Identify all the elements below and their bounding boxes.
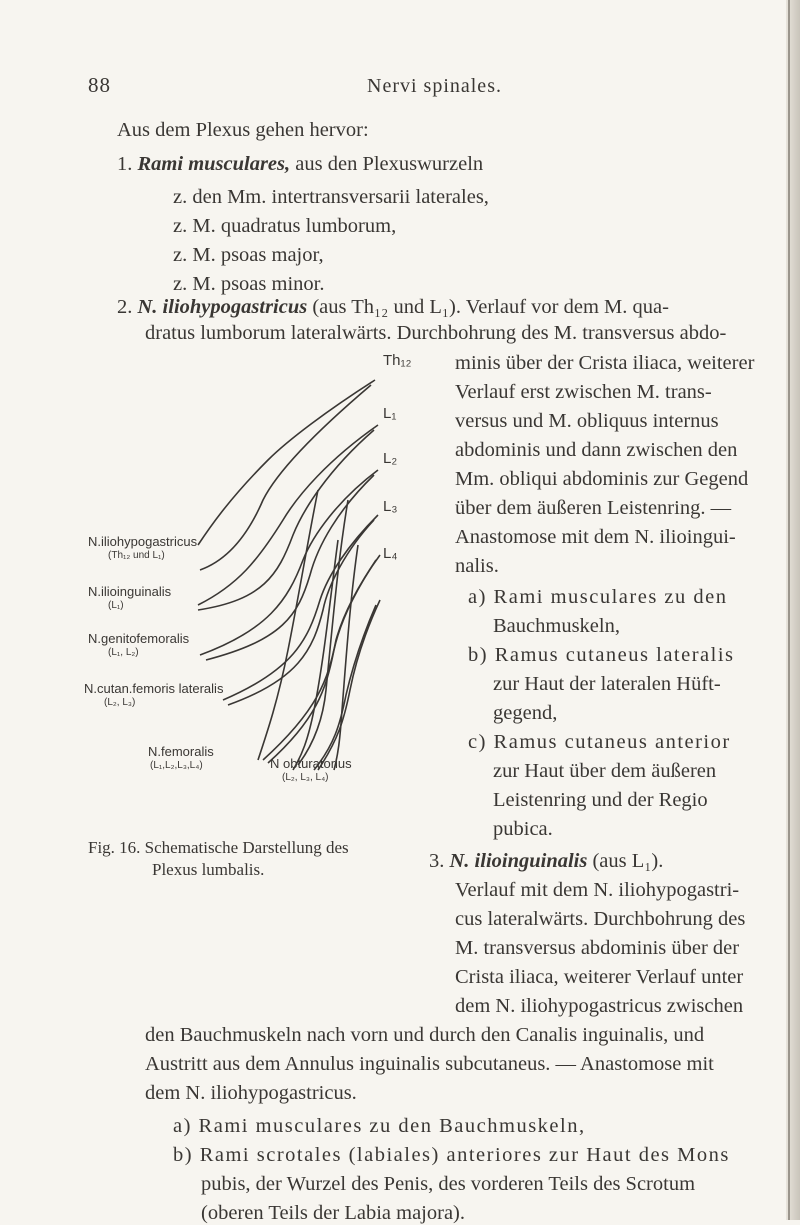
- running-title: Nervi spinales.: [367, 75, 502, 97]
- item-number: 1.: [117, 153, 133, 175]
- nerve-line: [258, 490, 318, 760]
- text-line: pubis, der Wurzel des Penis, des vorderen Teils des Scrotum: [201, 1173, 696, 1195]
- page-number: 88: [88, 73, 111, 97]
- figure-caption: Fig. 16. Schematische Darstellung des: [88, 838, 349, 857]
- text-line: Bauchmuskeln,: [493, 615, 620, 637]
- item-heading: N. ilioinguinalis: [449, 850, 588, 872]
- item-heading: Rami musculares,: [137, 153, 291, 175]
- item-number: 2.: [117, 296, 133, 318]
- text-line: cus lateralwärts. Durchbohrung des: [455, 908, 746, 930]
- item-text: (aus Th₁₂ und L₁). Verlauf vor dem M. qua-: [312, 296, 669, 318]
- sub-item-c: c) Ramus cutaneus anterior: [468, 731, 731, 753]
- intro-line: Aus dem Plexus gehen hervor:: [117, 119, 369, 141]
- nerve-label: N.genitofemoralis (L₁, L₂): [88, 631, 190, 658]
- text-line: minis über der Crista iliaca, weiterer: [455, 352, 755, 374]
- item-1-line: [117, 152, 483, 176]
- nerve-line: [200, 470, 378, 655]
- text-line: den Bauchmuskeln nach vorn und durch den Canalis inguinalis, und: [145, 1024, 705, 1046]
- root-label: L₃: [383, 498, 398, 515]
- root-label: L₂: [383, 450, 398, 467]
- nerve-label: N.ilioinguinalis (L₁): [88, 584, 172, 611]
- nerve-line: [198, 430, 374, 610]
- list-line: z. M. psoas major,: [173, 244, 324, 266]
- item-heading: N. iliohypogastricus: [137, 296, 308, 318]
- nerve-line: [200, 385, 371, 570]
- sub-item-b: b) Ramus cutaneus lateralis: [468, 644, 735, 666]
- text-line: Mm. obliqui abdominis zur Gegend: [455, 468, 749, 490]
- list-line: z. den Mm. intertransversarii laterales,: [173, 186, 489, 208]
- nerve-line: [263, 555, 380, 760]
- text-line: versus und M. obliquus internus: [455, 410, 719, 432]
- text-line: dratus lumborum lateralwärts. Durchbohrung des M. transversus abdo-: [145, 322, 727, 344]
- figure-caption: Plexus lumbalis.: [152, 860, 265, 879]
- list-line: z. M. psoas minor.: [173, 273, 325, 295]
- root-label: L₄: [383, 545, 398, 562]
- item-number: 3.: [429, 850, 445, 872]
- text-line: Leistenring und der Regio: [493, 789, 708, 811]
- text-line: Austritt aus dem Annulus inguinalis subcutaneus. — Anastomose mit: [145, 1053, 714, 1075]
- text-line: dem N. iliohypogastricus.: [145, 1082, 357, 1104]
- text-line: zur Haut der lateralen Hüft-: [493, 673, 721, 695]
- text-line: Verlauf mit dem N. iliohypogastri-: [455, 879, 740, 901]
- item-text: (aus L₁).: [592, 850, 664, 872]
- text-line: über dem äußeren Leistenring. —: [455, 497, 732, 519]
- text-line: M. transversus abdominis über der: [455, 937, 740, 959]
- sub-item-a: a) Rami musculares zu den Bauchmuskeln,: [173, 1115, 586, 1137]
- nerve-label: N.iliohypogastricus (Th₁₂ und L₁): [88, 534, 198, 561]
- text-line: nalis.: [455, 555, 499, 577]
- plexus-figure: [84, 352, 418, 810]
- list-line: z. M. quadratus lumborum,: [173, 215, 397, 237]
- nerve-label: N obturatorius (L₂, L₃, L₄): [270, 756, 352, 783]
- text-line: zur Haut über dem äußeren: [493, 760, 717, 782]
- text-line: Verlauf erst zwischen M. trans-: [455, 381, 712, 403]
- text-line: Crista iliaca, weiterer Verlauf unter: [455, 966, 744, 988]
- text-line: abdominis und dann zwischen den: [455, 439, 738, 461]
- text-line: pubica.: [493, 818, 553, 840]
- item-text: aus den Plexuswurzeln: [295, 153, 484, 175]
- root-label: L₁: [383, 405, 397, 422]
- sub-item-a: a) Rami musculares zu den: [468, 586, 728, 608]
- nerve-label: N.femoralis (L₁,L₂,L₃,L₄): [148, 744, 214, 771]
- item-2-line: [117, 295, 669, 319]
- page-edge-line: [788, 0, 790, 1220]
- plexus-diagram: [88, 360, 418, 780]
- text-line: Anastomose mit dem N. ilioingui-: [455, 526, 736, 548]
- text-line: dem N. iliohypogastricus zwischen: [455, 995, 744, 1017]
- text-line: gegend,: [493, 702, 558, 724]
- sub-item-b: b) Rami scrotales (labiales) anteriores zur Haut des Mons: [173, 1144, 730, 1166]
- root-label: Th₁₂: [383, 352, 412, 369]
- text-line: (oberen Teils der Labia majora).: [201, 1202, 465, 1224]
- item-3-line: [429, 849, 663, 873]
- nerve-label: N.cutan.femoris lateralis (L₂, L₃): [84, 681, 224, 708]
